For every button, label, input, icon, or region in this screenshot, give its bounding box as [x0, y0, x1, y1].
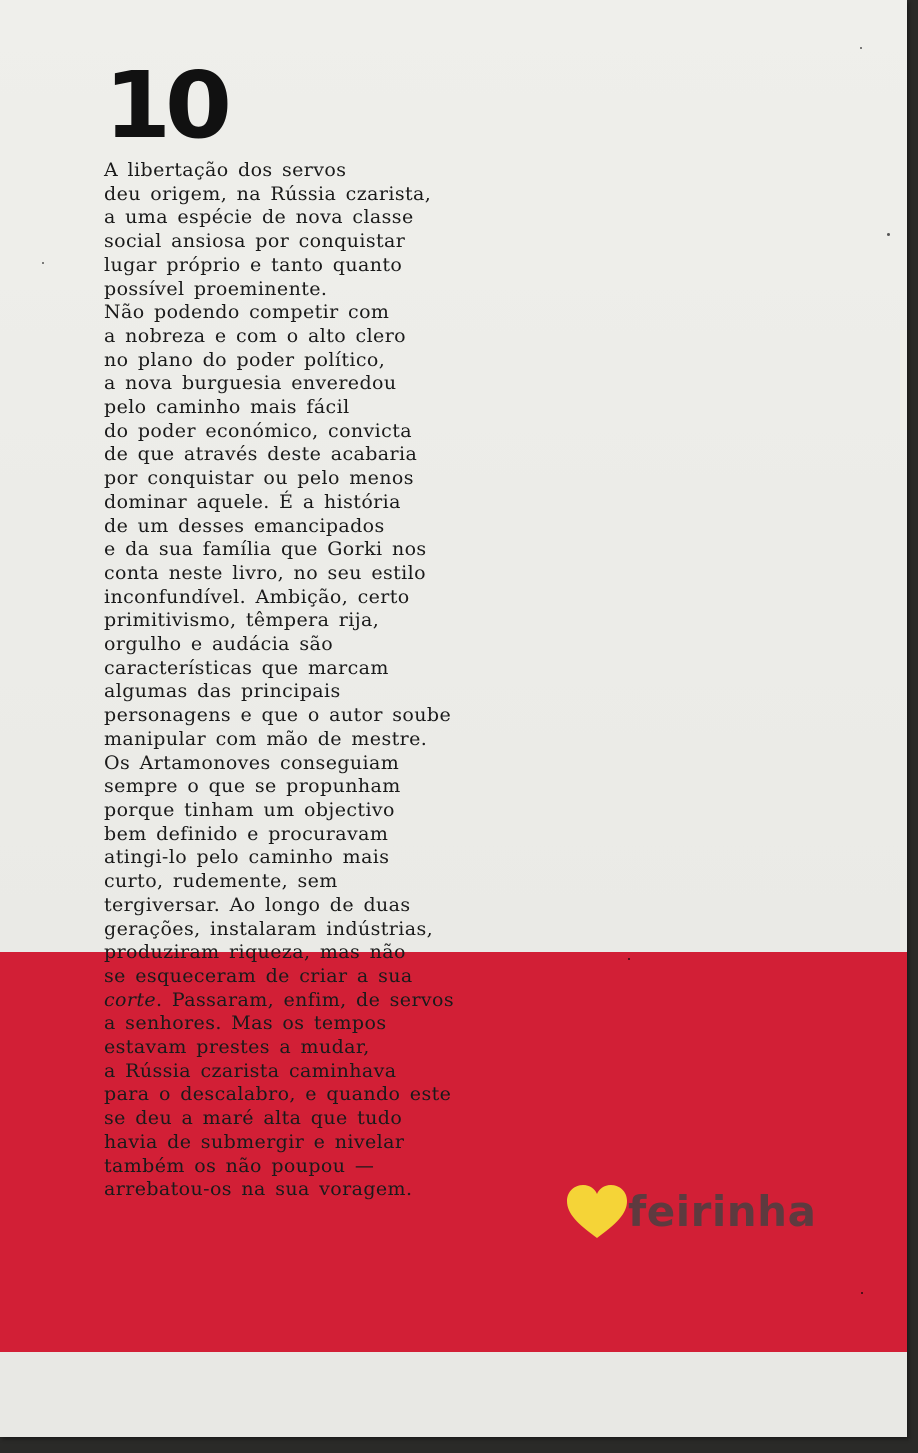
synopsis-line: gerações, instalaram indústrias,	[104, 917, 434, 940]
synopsis-line: havia de submergir e nivelar	[104, 1130, 405, 1153]
synopsis-line: também os não poupou —	[104, 1154, 375, 1177]
synopsis-line: inconfundível. Ambição, certo	[104, 585, 410, 608]
synopsis-line: do poder económico, convicta	[104, 419, 412, 442]
synopsis-line: social ansiosa por conquistar	[104, 230, 406, 253]
synopsis-line: pelo caminho mais fácil	[104, 396, 350, 419]
watermark-text: feirinha	[628, 1187, 817, 1236]
synopsis-line: orgulho e audácia são	[104, 633, 334, 656]
synopsis-line: dominar aquele. É a história	[104, 490, 401, 513]
paper-speck	[42, 262, 44, 264]
synopsis-line: Os Artamonoves conseguiam	[104, 751, 400, 774]
synopsis-line: por conquistar ou pelo menos	[104, 467, 414, 490]
synopsis-line: sempre o que se propunham	[104, 775, 401, 798]
synopsis-line: lugar próprio e tanto quanto	[104, 253, 403, 276]
synopsis-line: a nobreza e com o alto clero	[104, 324, 407, 347]
synopsis-line: a nova burguesia enveredou	[104, 372, 397, 395]
synopsis-line: primitivismo, têmpera rija,	[104, 609, 380, 632]
synopsis-line: para o descalabro, e quando este	[104, 1083, 452, 1106]
synopsis-line: estavam prestes a mudar,	[104, 1036, 370, 1059]
synopsis-line: de um desses emancipados	[104, 514, 385, 537]
synopsis-line: se esqueceram de criar a sua	[104, 964, 413, 987]
synopsis-line: A libertação dos servos	[104, 159, 347, 181]
synopsis-line: tergiversar. Ao longo de duas	[104, 893, 411, 916]
synopsis-line: se deu a maré alta que tudo	[104, 1107, 403, 1130]
synopsis-line: deu origem, na Rússia czarista,	[104, 182, 432, 205]
synopsis-line: personagens e que o autor soube	[104, 704, 452, 727]
paper-speck	[861, 1292, 863, 1294]
synopsis-line: a Rússia czarista caminhava	[104, 1059, 397, 1082]
synopsis-line: a senhores. Mas os tempos	[104, 1012, 387, 1035]
synopsis-line: Não podendo competir com	[104, 301, 390, 324]
synopsis-line: a uma espécie de nova classe	[104, 206, 414, 229]
feirinha-watermark	[566, 1182, 826, 1244]
synopsis-line: características que marcam	[104, 656, 389, 679]
synopsis-line: porque tinham um objectivo	[104, 798, 395, 821]
synopsis-line: possível proeminente.	[104, 277, 328, 300]
synopsis-line: manipular com mão de mestre.	[104, 727, 428, 750]
synopsis-text	[104, 159, 504, 1202]
paper-speck	[887, 233, 890, 236]
heart-icon	[566, 1184, 628, 1240]
synopsis-line: atingi-lo pelo caminho mais	[104, 846, 390, 869]
synopsis-line: e da sua família que Gorki nos	[104, 538, 427, 561]
synopsis-line: arrebatou-os na sua voragem.	[104, 1178, 413, 1201]
series-number: 10	[104, 52, 226, 159]
paper-speck	[628, 958, 630, 960]
synopsis-line: algumas das principais	[104, 680, 341, 703]
synopsis-line: de que através deste acabaria	[104, 443, 418, 466]
synopsis-line: produziram riqueza, mas não	[104, 941, 406, 964]
paper-speck	[860, 47, 862, 49]
synopsis-line: conta neste livro, no seu estilo	[104, 561, 426, 584]
synopsis-line: corte. Passaram, enfim, de servos	[104, 988, 455, 1011]
synopsis-line: bem definido e procuravam	[104, 822, 389, 845]
synopsis-line: curto, rudemente, sem	[104, 870, 338, 893]
synopsis-line: no plano do poder político,	[104, 348, 386, 371]
